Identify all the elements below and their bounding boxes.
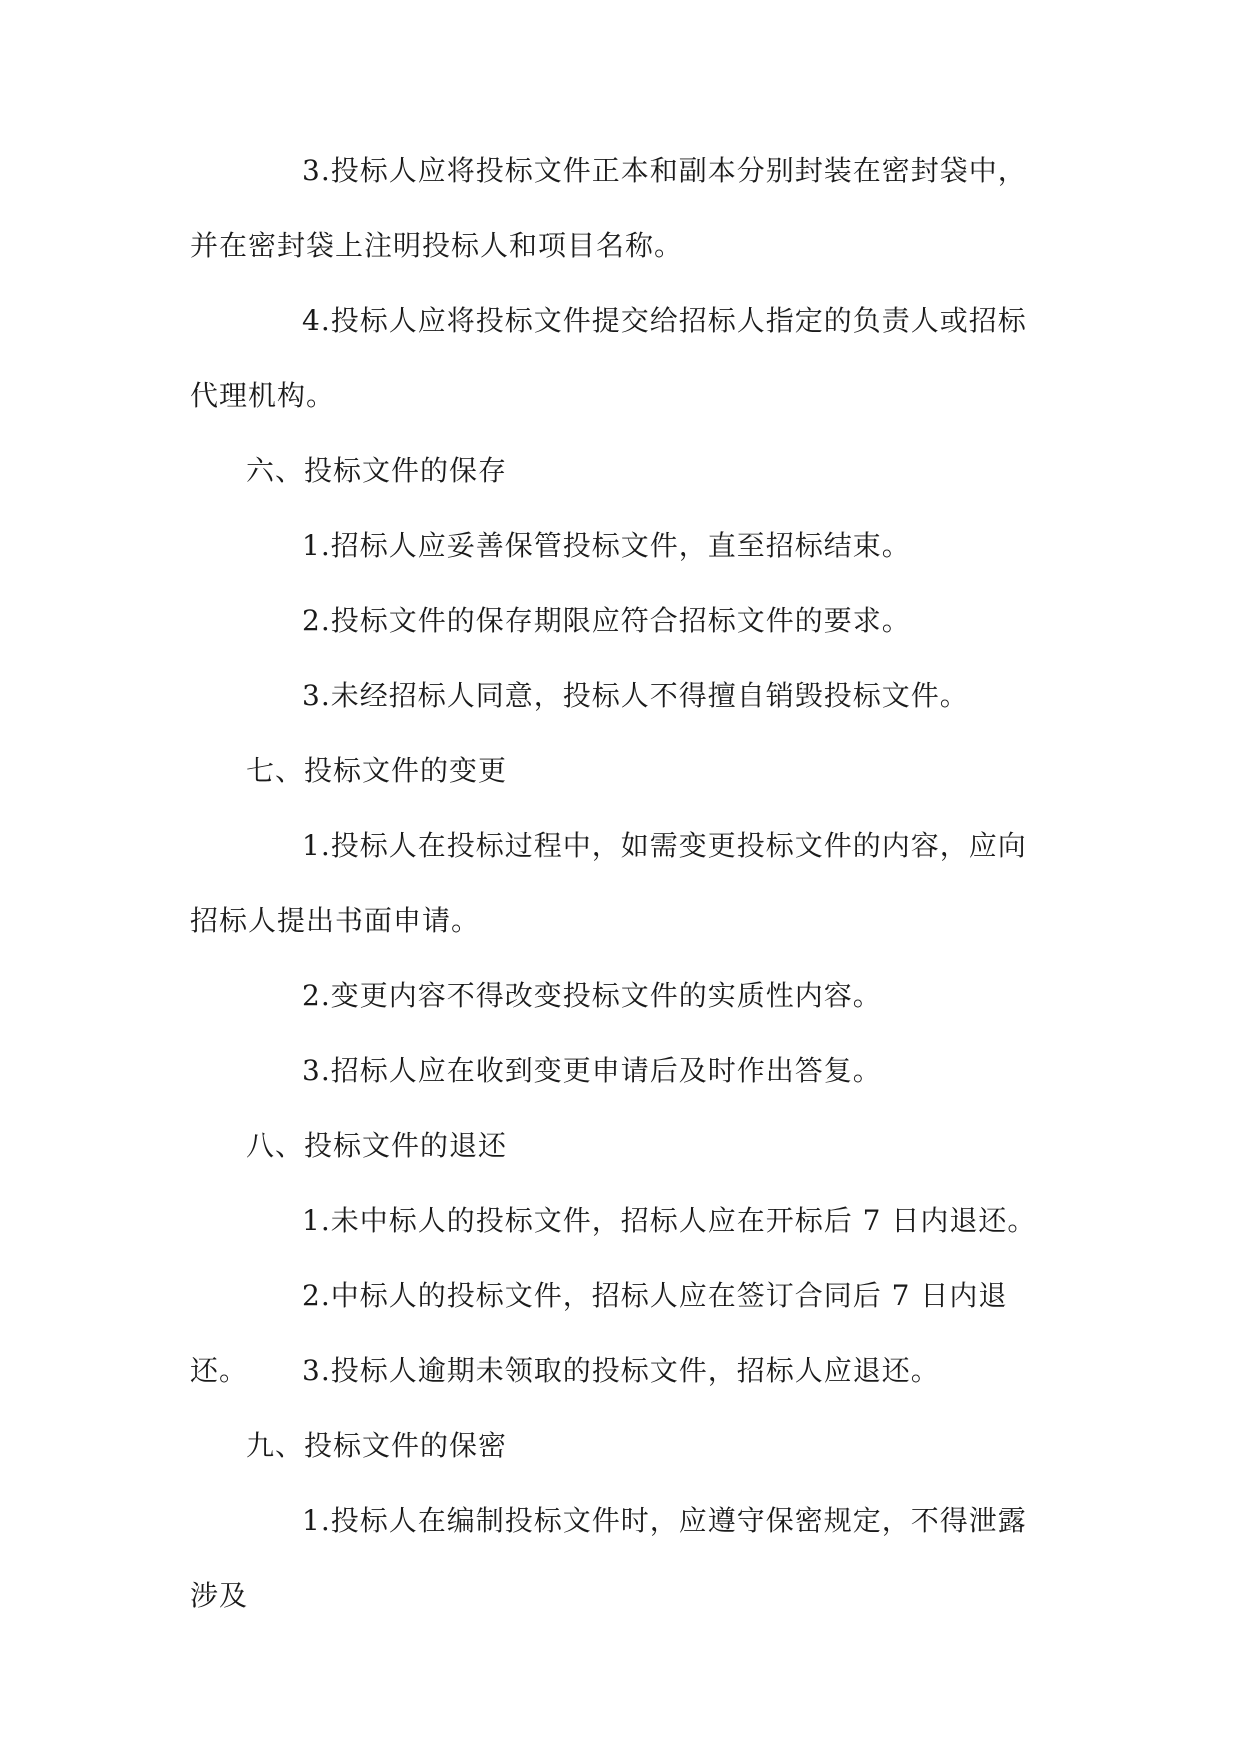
item-number: 2. xyxy=(302,1279,331,1312)
item-number: 3. xyxy=(302,1354,331,1387)
list-item xyxy=(190,1483,1050,1633)
paragraph-text: 未中标人的投标文件，招标人应在开标后 7 日内退还。 xyxy=(330,1204,1037,1237)
item-number: 4. xyxy=(302,304,331,337)
section-heading: 六、投标文件的保存 xyxy=(246,454,508,487)
paragraph-text: 投标人在投标过程中，如需变更投标文件的内容，应向招标人提出书面申请。 xyxy=(190,829,1027,937)
item-number: 1. xyxy=(302,1504,331,1537)
paragraph-text: 投标人应将投标文件提交给招标人指定的负责人或招标代理机构。 xyxy=(190,304,1027,412)
section-heading-change xyxy=(190,733,1050,808)
section-heading: 七、投标文件的变更 xyxy=(246,754,508,787)
list-item xyxy=(190,1333,1050,1408)
section-heading: 八、投标文件的退还 xyxy=(246,1129,508,1162)
paragraph-text: 投标人应将投标文件正本和副本分别封装在密封袋中，并在密封袋上注明投标人和项目名称。 xyxy=(190,154,1027,262)
section-heading-storage xyxy=(190,433,1050,508)
section-heading-return xyxy=(190,1108,1050,1183)
paragraph-text: 招标人应妥善保管投标文件，直至招标结束。 xyxy=(330,529,911,562)
item-number: 3. xyxy=(302,679,331,712)
list-item xyxy=(190,583,1050,658)
item-number: 3. xyxy=(302,154,331,187)
paragraph-submission xyxy=(190,283,1050,433)
list-item xyxy=(190,958,1050,1033)
paragraph-sealing xyxy=(190,133,1050,283)
list-item xyxy=(190,1183,1050,1258)
paragraph-text: 招标人应在收到变更申请后及时作出答复。 xyxy=(330,1054,882,1087)
paragraph-text: 未经招标人同意，投标人不得擅自销毁投标文件。 xyxy=(330,679,969,712)
list-item xyxy=(190,808,1050,958)
list-item xyxy=(190,1033,1050,1108)
item-number: 3. xyxy=(302,1054,331,1087)
list-item xyxy=(190,658,1050,733)
list-item xyxy=(190,508,1050,583)
paragraph-text: 中标人的投标文件，招标人应在签订合同后 7 日内退还。 xyxy=(190,1279,1008,1387)
item-number: 2. xyxy=(302,604,331,637)
section-heading-confidentiality xyxy=(190,1408,1050,1483)
paragraph-text: 投标人在编制投标文件时，应遵守保密规定，不得泄露涉及 xyxy=(190,1504,1027,1612)
item-number: 1. xyxy=(302,1204,331,1237)
section-heading: 九、投标文件的保密 xyxy=(246,1429,508,1462)
paragraph-text: 投标人逾期未领取的投标文件，招标人应退还。 xyxy=(330,1354,940,1387)
item-number: 1. xyxy=(302,829,331,862)
paragraph-text: 变更内容不得改变投标文件的实质性内容。 xyxy=(330,979,882,1012)
paragraph-text: 投标文件的保存期限应符合招标文件的要求。 xyxy=(330,604,911,637)
item-number: 1. xyxy=(302,529,331,562)
item-number: 2. xyxy=(302,979,331,1012)
